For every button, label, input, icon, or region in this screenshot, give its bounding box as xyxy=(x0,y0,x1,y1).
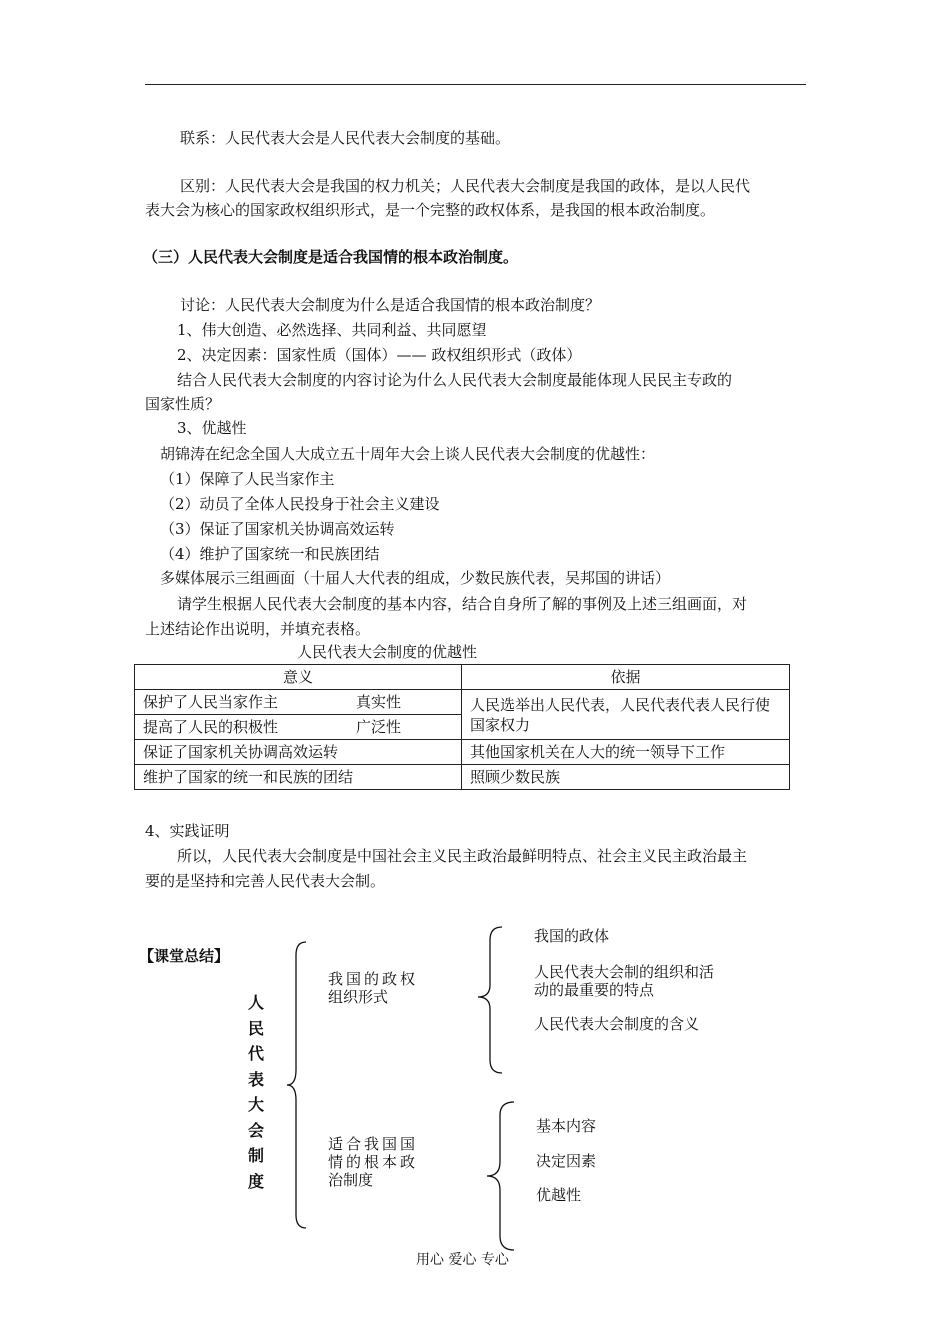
branch-2-line-3: 治制度 xyxy=(328,1171,374,1189)
combine-line-1: 结合人民代表大会制度的内容讨论为什么人民代表大会制度最能体现人民民主专政的 xyxy=(177,371,733,389)
table-cell-meaning: 维护了国家的统一和民族的团结 xyxy=(135,765,462,790)
meaning-text: 提高了人民的积极性 xyxy=(143,718,279,736)
instruction-line-2: 上述结论作出说明，并填充表格。 xyxy=(145,620,371,638)
link-paragraph: 联系：人民代表大会是人民代表大会制度的基础。 xyxy=(180,129,511,147)
instruction-line-1: 请学生根据人民代表大会制度的基本内容，结合自身所了解的事例及上述三组画面，对 xyxy=(177,595,748,613)
branch-2-brace xyxy=(487,1102,514,1250)
branch-2-line-2: 情的根本政 xyxy=(328,1153,419,1171)
header-basis: 依据 xyxy=(462,665,790,690)
branch-1-leaf: 动的最重要的特点 xyxy=(534,981,655,999)
advantage-item: （4）维护了国家统一和民族团结 xyxy=(160,545,380,563)
point-4: 4、实践证明 xyxy=(145,822,230,840)
advantage-item: （3）保证了国家机关协调高效运转 xyxy=(160,520,395,538)
multimedia-note: 多媒体展示三组画面（十届人大代表的组成，少数民族代表，吴邦国的讲话） xyxy=(160,569,671,587)
summary-root: 人民代表大会制度 xyxy=(247,993,264,1191)
table-cell-basis: 照顾少数民族 xyxy=(462,765,790,790)
advantage-item: （2）动员了全体人民投身于社会主义建设 xyxy=(160,495,440,513)
meaning-tag: 真实性 xyxy=(356,693,402,711)
branch-1-leaf: 人民代表大会制度的含义 xyxy=(534,1015,700,1033)
branch-1-brace xyxy=(478,927,502,1073)
combine-line-2: 国家性质？ xyxy=(145,395,221,413)
branch-2-leaf: 优越性 xyxy=(536,1186,582,1204)
branch-1-line-2: 组织形式 xyxy=(328,988,389,1006)
table-cell-basis: 其他国家机关在人大的统一领导下工作 xyxy=(462,740,790,765)
branch-2-leaf: 决定因素 xyxy=(536,1152,597,1170)
header-meaning: 意义 xyxy=(135,665,462,690)
advantage-item: （1）保障了人民当家作主 xyxy=(160,470,335,488)
conclusion-line-1: 所以，人民代表大会制度是中国社会主义民主政治最鲜明特点、社会主义民主政治最主 xyxy=(177,847,748,865)
table-cell-basis: 人民选举出人民代表，人民代表代表人民行使国家权力 xyxy=(462,690,790,740)
branch-2-leaf: 基本内容 xyxy=(536,1117,597,1135)
difference-line-1: 区别：人民代表大会是我国的权力机关；人民代表大会制度是我国的政体，是以人民代 xyxy=(180,177,751,195)
branch-2-line-1: 适合我国国 xyxy=(328,1135,419,1153)
meaning-text: 保护了人民当家作主 xyxy=(143,693,279,711)
discussion-question: 讨论：人民代表大会制度为什么是适合我国情的根本政治制度？ xyxy=(180,296,601,314)
point-2: 2、决定因素：国家性质（国体）—— 政权组织形式（政体） xyxy=(177,346,582,364)
difference-line-2: 表大会为核心的国家政权组织形式，是一个完整的政权体系，是我国的根本政治制度。 xyxy=(145,201,716,219)
table-cell-meaning: 保证了国家机关协调高效运转 xyxy=(135,740,462,765)
table-title: 人民代表大会制度的优越性 xyxy=(297,643,478,661)
section-3-heading: （三）人民代表大会制度是适合我国情的根本政治制度。 xyxy=(143,248,519,266)
point-1: 1、伟大创造、必然选择、共同利益、共同愿望 xyxy=(177,321,487,339)
summary-label: 【课堂总结】 xyxy=(139,947,230,965)
root-brace xyxy=(287,942,306,1228)
hu-speech-intro: 胡锦涛在纪念全国人大成立五十周年大会上谈人民代表大会制度的优越性： xyxy=(160,445,656,463)
branch-1-line-1: 我国的政权 xyxy=(328,970,419,988)
branch-1-leaf: 我国的政体 xyxy=(534,927,610,945)
conclusion-line-2: 要的是坚持和完善人民代表大会制。 xyxy=(145,872,386,890)
point-3: 3、优越性 xyxy=(177,419,247,437)
branch-1-leaf: 人民代表大会制的组织和活 xyxy=(534,963,715,981)
page-footer: 用心 爱心 专心 xyxy=(416,1252,509,1268)
meaning-tag: 广泛性 xyxy=(356,718,402,736)
